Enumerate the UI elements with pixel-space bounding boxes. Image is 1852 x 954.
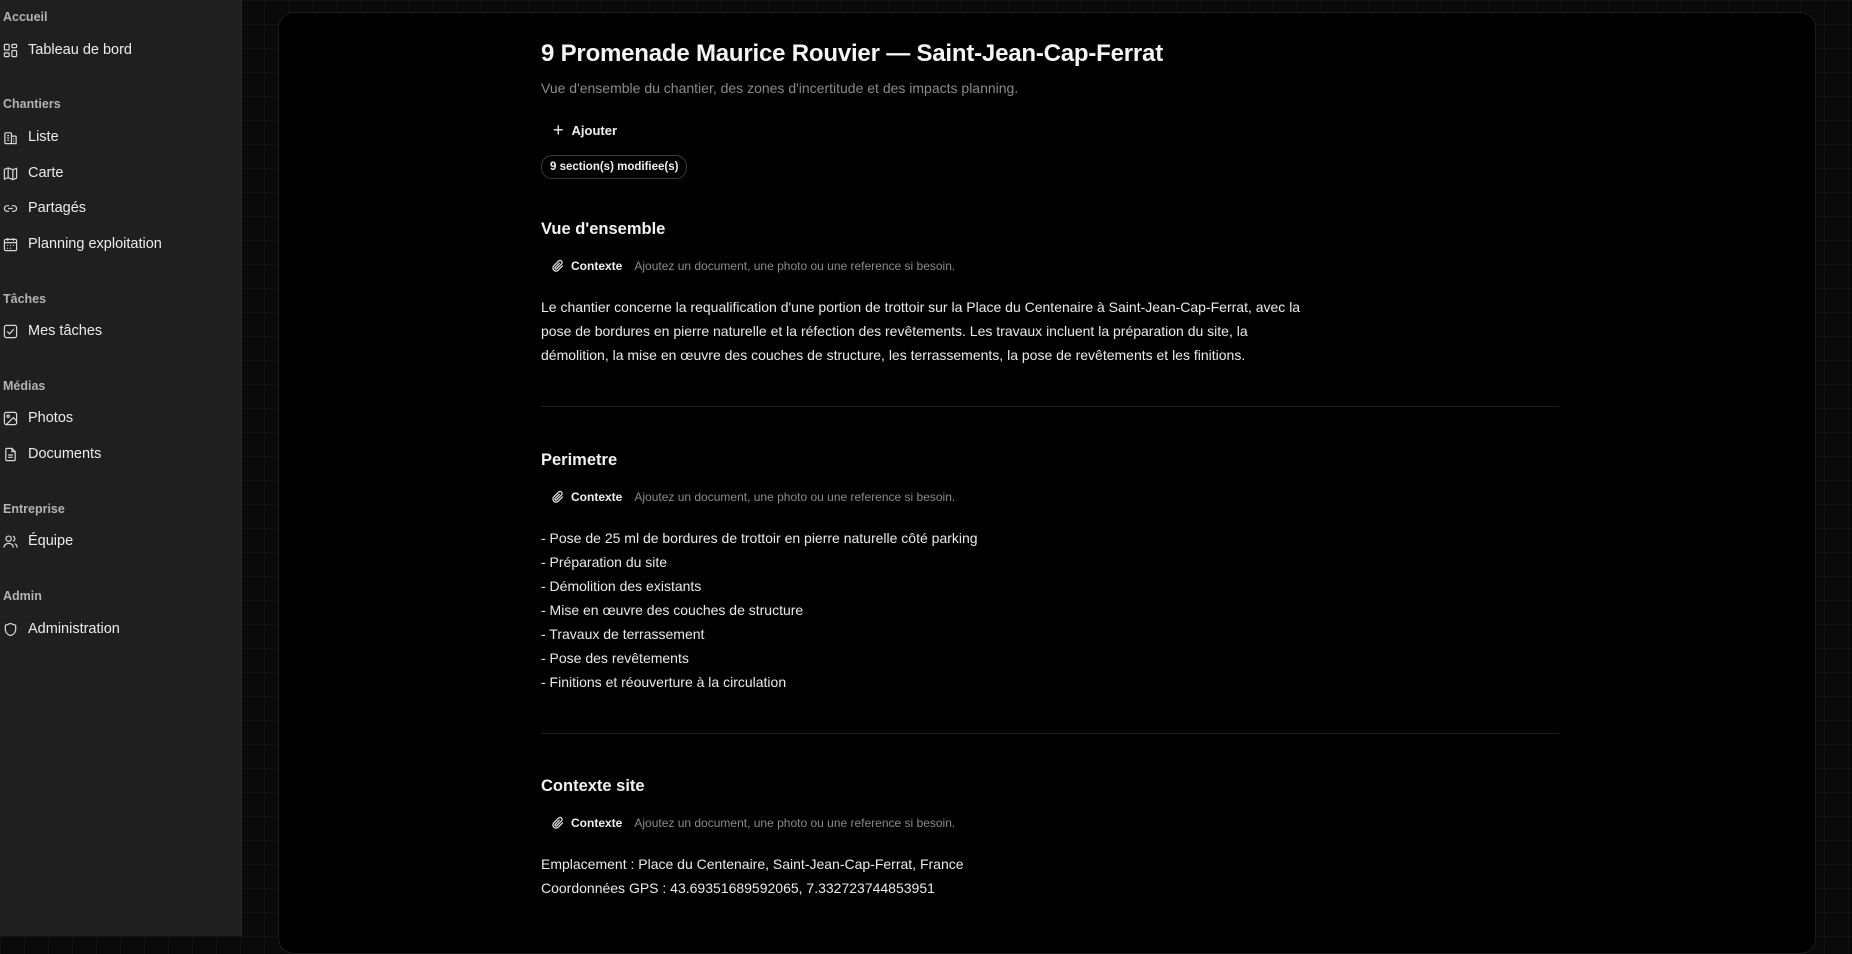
link-icon xyxy=(3,201,18,216)
dashboard-icon xyxy=(3,43,18,58)
body-line: Le chantier concerne la requalification d'une portion de trottoir sur la Place du Centenaire à Saint-Jean-Cap-Ferrat, avec la xyxy=(541,299,1301,315)
sidebar-item-label: Documents xyxy=(28,446,102,462)
shield-icon xyxy=(3,622,18,637)
main-panel xyxy=(278,12,1816,954)
section-title-perimetre: Perimetre xyxy=(541,451,618,469)
nav-group-label: Accueil xyxy=(3,10,48,24)
sidebar-item-mes-taches[interactable] xyxy=(3,317,102,345)
context-button[interactable] xyxy=(551,259,622,273)
context-button-label: Contexte xyxy=(571,816,623,830)
context-hint: Ajoutez un document, une photo ou une reference si besoin. xyxy=(634,490,956,504)
users-icon xyxy=(3,534,18,549)
document-icon xyxy=(3,447,18,462)
modified-sections-badge: 9 section(s) modifiee(s) xyxy=(541,155,687,179)
sidebar-item-label: Mes tâches xyxy=(28,323,103,339)
sidebar-item-liste[interactable] xyxy=(3,123,59,151)
section-title-vue-ensemble: Vue d'ensemble xyxy=(541,220,666,238)
sidebar-item-label: Planning exploitation xyxy=(28,236,162,252)
nav-group-label: Entreprise xyxy=(3,502,65,516)
sidebar-item-label: Photos xyxy=(28,410,74,426)
sidebar-item-label: Liste xyxy=(28,129,59,145)
context-hint: Ajoutez un document, une photo ou une reference si besoin. xyxy=(634,259,956,273)
checkbox-icon xyxy=(3,324,18,339)
context-row xyxy=(551,486,955,508)
page-title: 9 Promenade Maurice Rouvier — Saint-Jean-Cap-Ferrat xyxy=(541,40,1163,67)
building-icon xyxy=(3,130,18,145)
body-line: - Finitions et réouverture à la circulation xyxy=(541,674,787,690)
context-row xyxy=(551,255,955,277)
plus-icon: + xyxy=(553,120,564,140)
sidebar-item-equipe[interactable] xyxy=(3,527,73,555)
sidebar-item-label: Équipe xyxy=(28,533,74,549)
sidebar-item-documents[interactable] xyxy=(3,440,101,468)
body-line: - Préparation du site xyxy=(541,554,668,570)
context-button[interactable] xyxy=(551,816,622,830)
sidebar-item-photos[interactable] xyxy=(3,404,73,432)
sidebar-item-label: Carte xyxy=(28,165,64,181)
add-button-label: Ajouter xyxy=(571,122,618,138)
section-divider xyxy=(541,733,1559,734)
paperclip-icon xyxy=(551,490,565,504)
nav-group-label: Tâches xyxy=(3,292,47,306)
sidebar-item-label: Administration xyxy=(28,621,120,637)
nav-group-label: Admin xyxy=(3,589,42,603)
body-line: démolition, la mise en œuvre des couches de structure, les terrassements, la pose de revêtements et les finitions. xyxy=(541,347,1246,363)
page-subtitle: Vue d'ensemble du chantier, des zones d'incertitude et des impacts planning. xyxy=(541,80,1019,96)
paperclip-icon xyxy=(551,816,565,830)
section-body xyxy=(541,526,978,694)
body-line: Coordonnées GPS : 43.69351689592065, 7.332723744853951 xyxy=(541,880,935,896)
calendar-icon xyxy=(3,237,18,252)
sidebar-item-tableau-de-bord[interactable] xyxy=(3,36,132,64)
sidebar-item-label: Tableau de bord xyxy=(28,42,132,58)
body-line: - Démolition des existants xyxy=(541,578,702,594)
context-row xyxy=(551,812,955,834)
sidebar xyxy=(0,0,242,936)
body-line: - Travaux de terrassement xyxy=(541,626,705,642)
section-body xyxy=(541,852,964,900)
map-icon xyxy=(3,166,18,181)
body-line: - Mise en œuvre des couches de structure xyxy=(541,602,804,618)
sidebar-item-administration[interactable] xyxy=(3,615,120,643)
add-button[interactable] xyxy=(547,117,623,143)
context-button[interactable] xyxy=(551,490,622,504)
body-line: - Pose de 25 ml de bordures de trottoir en pierre naturelle côté parking xyxy=(541,530,978,546)
nav-group-label: Chantiers xyxy=(3,97,61,111)
body-line: pose de bordures en pierre naturelle et la réfection des revêtements. Les travaux incluent la préparation du site, la xyxy=(541,323,1248,339)
image-icon xyxy=(3,411,18,426)
paperclip-icon xyxy=(551,259,565,273)
body-line: - Pose des revêtements xyxy=(541,650,689,666)
context-button-label: Contexte xyxy=(571,490,623,504)
context-hint: Ajoutez un document, une photo ou une reference si besoin. xyxy=(634,816,956,830)
nav-group-label: Médias xyxy=(3,379,46,393)
context-button-label: Contexte xyxy=(571,259,623,273)
sidebar-item-partages[interactable] xyxy=(3,194,86,222)
sidebar-item-carte[interactable] xyxy=(3,159,63,187)
body-line: Emplacement : Place du Centenaire, Saint-Jean-Cap-Ferrat, France xyxy=(541,856,964,872)
sidebar-item-label: Partagés xyxy=(28,200,87,216)
sidebar-item-planning-exploitation[interactable] xyxy=(3,230,162,258)
section-title-contexte-site: Contexte site xyxy=(541,777,645,795)
section-body xyxy=(541,295,1300,367)
section-divider xyxy=(541,406,1559,407)
